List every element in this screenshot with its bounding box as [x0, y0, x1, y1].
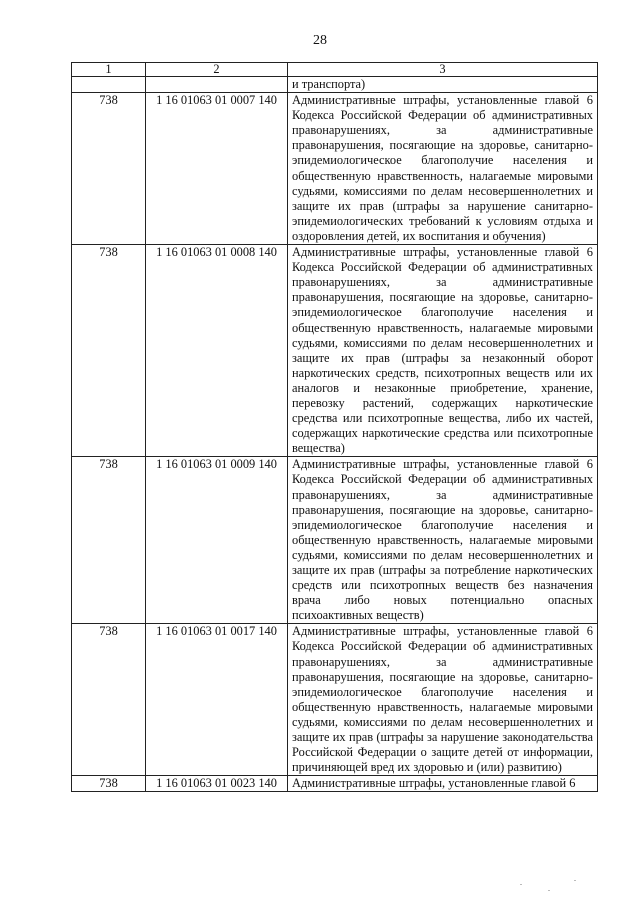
kbk-code: 1 16 01063 01 0008 140 [146, 245, 288, 457]
admin-code: 738 [72, 776, 146, 792]
kbk-code: 1 16 01063 01 0017 140 [146, 624, 288, 776]
admin-code: 738 [72, 457, 146, 624]
admin-code: 738 [72, 245, 146, 457]
column-number-3: 3 [288, 63, 598, 77]
column-number-1: 1 [72, 63, 146, 77]
table-row [72, 624, 598, 776]
column-number-2: 2 [146, 63, 288, 77]
row-description: Административные штрафы, установленные главой 6 Кодекса Российской Федерации об административных правонарушениях, за административные правонарушения, посягающие на здоровье, санитарно-эпидемиологическое благополучие населения и общественную нравственность, налагаемые мировыми судьями, комиссиями по делам несовершеннолетних и защите их прав (штрафы за потребление наркотических средств или психотропных веществ без назначения врача либо новых потенциально опасных психоактивных веществ) [288, 457, 598, 624]
row-description: Административные штрафы, установленные главой 6 [288, 776, 598, 792]
scan-speck [548, 890, 550, 891]
admin-code: 738 [72, 93, 146, 245]
kbk-code: 1 16 01063 01 0023 140 [146, 776, 288, 792]
column-number-row [72, 63, 598, 77]
budget-codes-table [71, 62, 598, 792]
table-row [72, 457, 598, 624]
continuation-row [72, 77, 598, 93]
page-number: 28 [313, 33, 327, 48]
table-row [72, 93, 598, 245]
row-description: Административные штрафы, установленные главой 6 Кодекса Российской Федерации об административных правонарушениях, за административные правонарушения, посягающие на здоровье, санитарно-эпидемиологическое благополучие населения и общественную нравственность, налагаемые мировыми судьями, комиссиями по делам несовершеннолетних и защите их прав (штрафы за незаконный оборот наркотических средств, психотропных веществ или их аналогов и незаконные приобретение, хранение, перевозку растений, содержащих наркотические средства или психотропные вещества, либо их частей, содержащих наркотические средства или психотропные вещества) [288, 245, 598, 457]
continuation-cell-kbk [146, 77, 288, 93]
table-row [72, 245, 598, 457]
kbk-code: 1 16 01063 01 0009 140 [146, 457, 288, 624]
scan-speck [520, 884, 522, 885]
row-description: Административные штрафы, установленные главой 6 Кодекса Российской Федерации об административных правонарушениях, за административные правонарушения, посягающие на здоровье, санитарно-эпидемиологическое благополучие населения и общественную нравственность, налагаемые мировыми судьями, комиссиями по делам несовершеннолетних и защите их прав (штрафы за нарушение санитарно-эпидемиологических требований к условиям отдыха и оздоровления детей, их воспитания и обучения) [288, 93, 598, 245]
table-row [72, 776, 598, 792]
scan-speck [574, 880, 576, 881]
continuation-text: и транспорта) [288, 77, 598, 93]
admin-code: 738 [72, 624, 146, 776]
row-description: Административные штрафы, установленные главой 6 Кодекса Российской Федерации об административных правонарушениях, за административные правонарушения, посягающие на здоровье, санитарно-эпидемиологическое благополучие населения и общественную нравственность, налагаемые мировыми судьями, комиссиями по делам несовершеннолетних и защите их прав (штрафы за нарушение законодательства Российской Федерации о защите детей от информации, причиняющей вред их здоровью и (или) развитию) [288, 624, 598, 776]
continuation-cell-admin [72, 77, 146, 93]
kbk-code: 1 16 01063 01 0007 140 [146, 93, 288, 245]
